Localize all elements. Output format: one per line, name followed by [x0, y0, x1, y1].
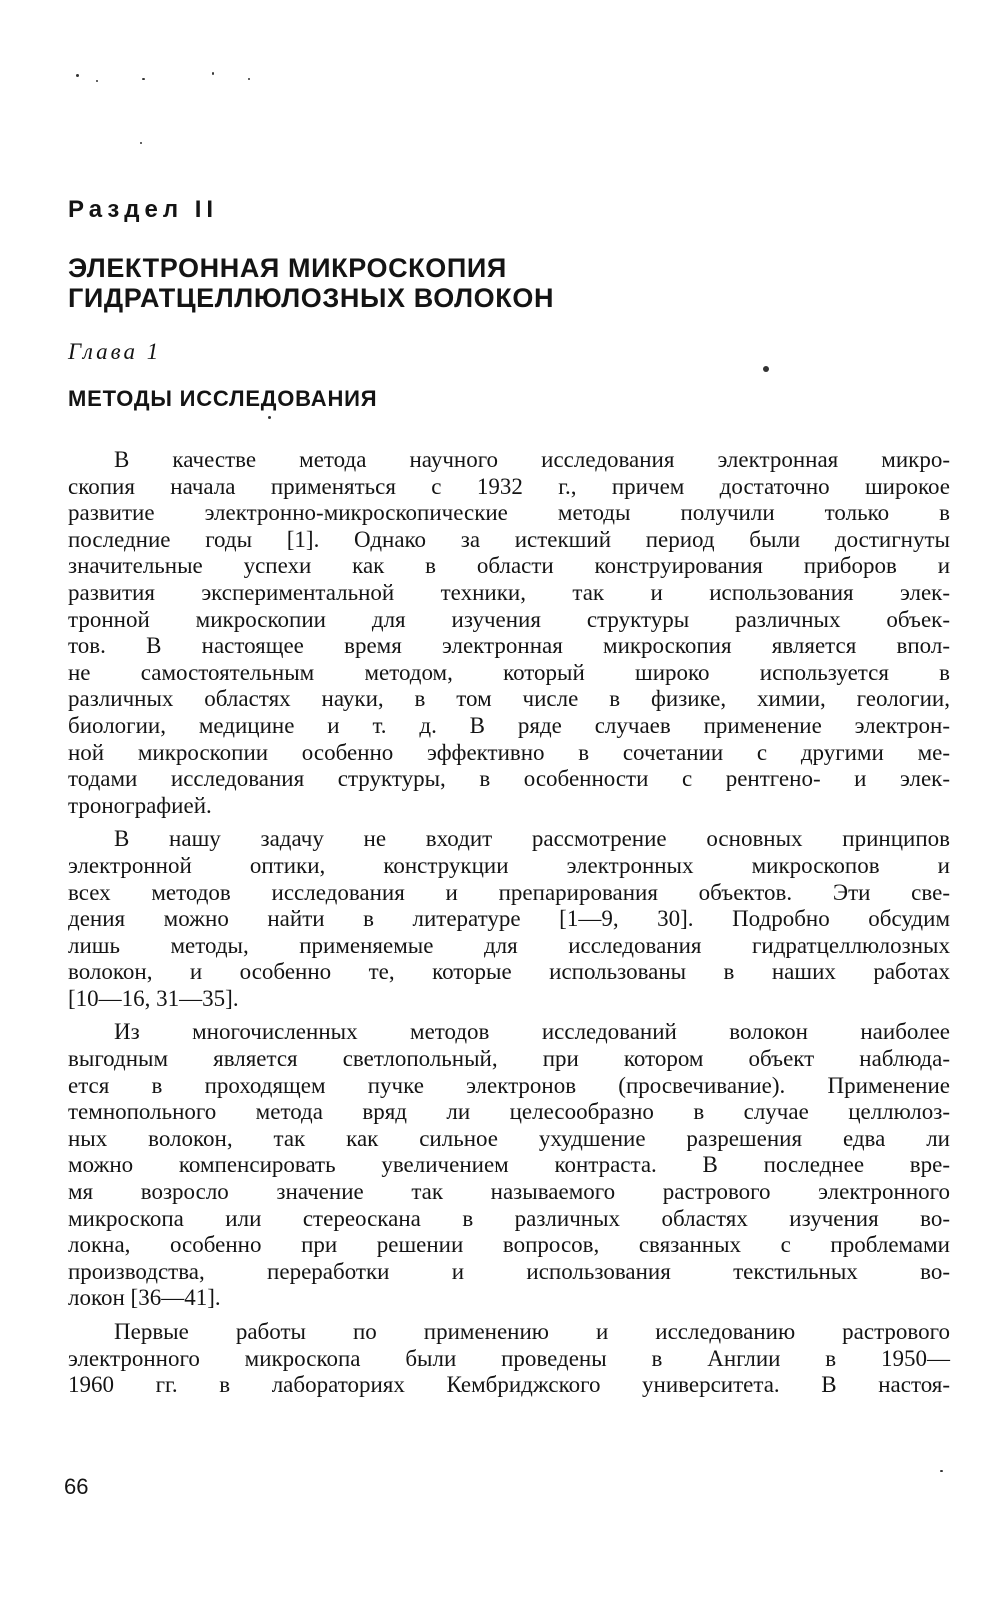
text-line: последние годы [1]. Однако за истекший период были достигнуты	[68, 526, 950, 552]
text-line: локна, особенно при решении вопросов, связанных с проблемами	[68, 1232, 950, 1258]
text-line: всех методов исследования и препарирования объектов. Эти све-	[68, 879, 950, 905]
part-title	[68, 253, 948, 313]
text-line: ется в проходящем пучке электронов (просвечивание). Применение	[68, 1072, 950, 1098]
part-title-line: ЭЛЕКТРОННАЯ МИКРОСКОПИЯ	[68, 253, 507, 283]
text-line: производства, переработки и использования текстильных во-	[68, 1258, 950, 1284]
scan-speck	[212, 72, 214, 75]
text-line: В нашу задачу не входит рассмотрение основных принципов	[114, 826, 950, 852]
scan-speck	[140, 142, 142, 144]
text-line: тронографией.	[68, 792, 212, 818]
scan-speck	[763, 366, 769, 372]
text-line: локон [36—41].	[68, 1285, 221, 1311]
scan-speck	[96, 80, 98, 82]
paragraph	[68, 1319, 950, 1399]
text-line: не самостоятельным методом, который широко используется в	[68, 659, 950, 685]
section-label: Раздел II	[68, 196, 219, 223]
text-line: Первые работы по применению и исследованию растрового	[114, 1319, 950, 1344]
text-line: В качестве метода научного исследования электронная микро-	[114, 447, 950, 472]
text-line: дения можно найти в литературе [1—9, 30]. Подробно обсудим	[68, 906, 950, 932]
text-line: выгодным является светлопольный, при котором объект наблюда-	[68, 1046, 950, 1072]
text-line: тодами исследования структуры, в особенности с рентгено- и элек-	[68, 766, 950, 792]
text-line: электронного микроскопа были проведены в Англии в 1950—	[68, 1345, 950, 1371]
text-line: тронной микроскопии для изучения структуры различных объек-	[68, 606, 950, 632]
text-line: скопия начала применяться с 1932 г., причем достаточно широкое	[68, 473, 950, 499]
text-line: 1960 гг. в лабораториях Кембриджского университета. В настоя-	[68, 1372, 950, 1398]
text-line: значительные успехи как в области конструирования приборов и	[68, 553, 950, 579]
text-line: различных областях науки, в том числе в физике, химии, геологии,	[68, 686, 950, 712]
paragraph	[68, 826, 950, 1012]
text-line: биологии, медицине и т. д. В ряде случаев применение электрон-	[68, 712, 950, 738]
part-title-line: ГИДРАТЦЕЛЛЮЛОЗНЫХ ВОЛОКОН	[68, 283, 555, 313]
text-line: мя возросло значение так называемого растрового электронного	[68, 1179, 950, 1205]
text-line: темнопольного метода вряд ли целесообразно в случае целлюлоз-	[68, 1099, 950, 1125]
scan-speck	[940, 1470, 943, 1472]
page-number: 66	[64, 1474, 89, 1499]
paragraph	[68, 1019, 950, 1312]
text-line: ной микроскопии особенно эффективно в сочетании с другими ме-	[68, 739, 950, 765]
text-line: можно компенсировать увеличением контраста. В последнее вре-	[68, 1152, 950, 1178]
text-line: развития экспериментальной техники, так и использования элек-	[68, 579, 950, 605]
text-line: лишь методы, применяемые для исследования гидратцеллюлозных	[68, 932, 950, 958]
text-line: микроскопа или стереоскана в различных областях изучения во-	[68, 1205, 950, 1231]
chapter-title: МЕТОДЫ ИССЛЕДОВАНИЯ	[68, 386, 378, 411]
text-line: [10—16, 31—35].	[68, 985, 239, 1011]
text-line: ных волокон, так как сильное ухудшение разрешения едва ли	[68, 1125, 950, 1151]
scan-speck	[268, 416, 271, 419]
chapter-label: Глава 1	[68, 339, 162, 364]
text-line: электронной оптики, конструкции электронных микроскопов и	[68, 852, 950, 878]
paragraph	[68, 447, 950, 819]
scan-speck	[76, 74, 79, 77]
text-line: волокон, и особенно те, которые использованы в наших работах	[68, 959, 950, 985]
text-line: тов. В настоящее время электронная микроскопия является впол-	[68, 633, 950, 659]
scan-speck	[142, 78, 145, 80]
text-line: развитие электронно-микроскопические методы получили только в	[68, 500, 950, 526]
scan-speck	[248, 78, 250, 80]
text-line: Из многочисленных методов исследований волокон наиболее	[114, 1019, 950, 1045]
body-text	[68, 447, 950, 1399]
